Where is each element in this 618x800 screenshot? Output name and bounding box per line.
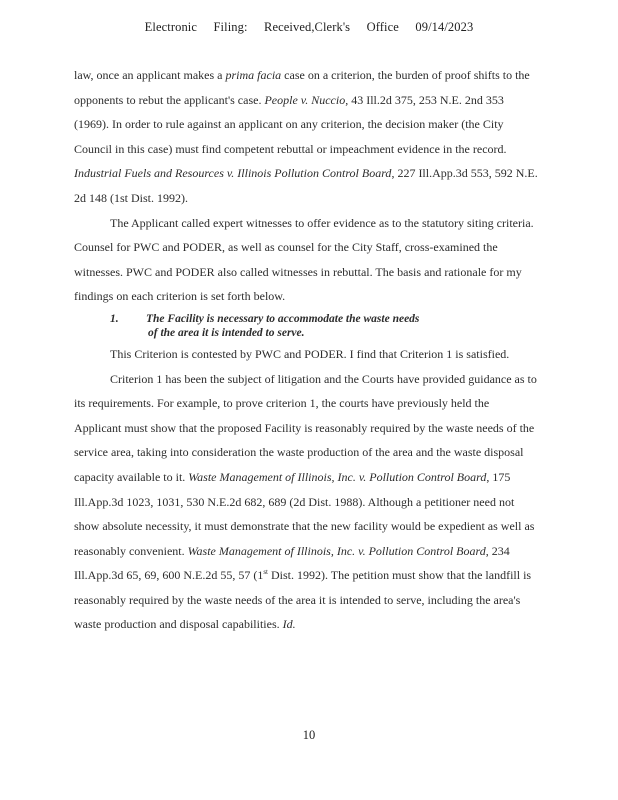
header-received: Received,Clerk's xyxy=(264,20,351,34)
case-citation: People v. Nuccio xyxy=(264,92,346,107)
paragraph-witnesses xyxy=(74,211,550,309)
text-line: Applicant must show that the proposed Facility is reasonably required by the waste needs of the xyxy=(74,420,535,435)
text-line: waste production and disposal capabilities. Id. xyxy=(74,617,296,632)
text-line: Criterion 1 has been the subject of litigation and the Courts have provided guidance as to xyxy=(110,371,537,386)
header-office: Office xyxy=(366,20,399,34)
filing-header xyxy=(0,20,618,35)
text-line: findings on each criterion is set forth below. xyxy=(74,289,286,304)
text-line: reasonably convenient. Waste Management of Illinois, Inc. v. Pollution Control Board, 234 xyxy=(74,543,510,558)
case-term: prima facia xyxy=(225,68,282,82)
text-line: capacity available to it. Waste Management of Illinois, Inc. v. Pollution Control Board, 175 xyxy=(74,469,511,484)
text-line: its requirements. For example, to prove criterion 1, the courts have previously held the xyxy=(74,396,490,411)
text-line: Ill.App.3d 1023, 1031, 530 N.E.2d 682, 689 (2d Dist. 1988). Although a petitioner need not xyxy=(74,494,515,509)
text-line: (1969). In order to rule against an applicant on any criterion, the decision maker (the City xyxy=(74,117,504,132)
text-line: law, once an applicant makes a prima facia case on a criterion, the burden of proof shifts to the xyxy=(74,68,530,82)
text-line: Ill.App.3d 65, 69, 600 N.E.2d 55, 57 (1st Dist. 1992). The petition must show that the landfill is xyxy=(74,568,532,583)
page-number: 10 xyxy=(302,728,316,742)
case-citation: Waste Management of Illinois, Inc. v. Pollution Control Board xyxy=(188,469,487,484)
text-line: Counsel for PWC and PODER, as well as counsel for the City Staff, cross-examined the xyxy=(74,240,498,255)
criterion-title-line2: of the area it is intended to serve. xyxy=(148,326,305,339)
text-line: This Criterion is contested by PWC and PODER. I find that Criterion 1 is satisfied. xyxy=(110,346,510,361)
text-line: service area, taking into consideration the waste production of the area and the waste disposal xyxy=(74,445,524,460)
text-line: Industrial Fuels and Resources v. Illinois Pollution Control Board, 227 Ill.App.3d 553, 592 N.E. xyxy=(74,166,538,181)
ordinal-suffix: st xyxy=(263,568,268,577)
paragraph-finding xyxy=(74,342,550,367)
header-date: 09/14/2023 xyxy=(415,20,474,34)
criterion-number: 1. xyxy=(110,312,119,325)
paragraph-criterion-guidance xyxy=(74,367,550,638)
text-line: The Applicant called expert witnesses to offer evidence as to the statutory siting criteria. xyxy=(110,215,534,230)
text-line: reasonably required by the waste needs of the area it is intended to serve, including the area's xyxy=(74,592,521,607)
header-electronic: Electronic xyxy=(144,20,198,34)
paragraph-burden-of-proof xyxy=(74,63,550,211)
text-line: witnesses. PWC and PODER also called witnesses in rebuttal. The basis and rationale for my xyxy=(74,264,522,279)
document-body xyxy=(74,63,550,637)
header-filing: Filing: xyxy=(213,20,248,34)
criterion-heading xyxy=(110,312,550,340)
text-line: 2d 148 (1st Dist. 1992). xyxy=(74,190,188,205)
text-line: show absolute necessity, it must demonstrate that the new facility would be expedient as well as xyxy=(74,519,535,534)
case-citation: Industrial Fuels and Resources v. Illinois Pollution Control Board xyxy=(74,166,392,181)
text-line: opponents to rebut the applicant's case. People v. Nuccio, 43 Ill.2d 375, 253 N.E. 2nd 353 xyxy=(74,92,504,107)
text-line: Council in this case) must find competent rebuttal or impeachment evidence in the record. xyxy=(74,141,507,156)
case-citation: Waste Management of Illinois, Inc. v. Pollution Control Board xyxy=(187,543,486,558)
criterion-title-line1: The Facility is necessary to accommodate the waste needs xyxy=(146,312,420,325)
case-citation: Id. xyxy=(282,617,296,632)
